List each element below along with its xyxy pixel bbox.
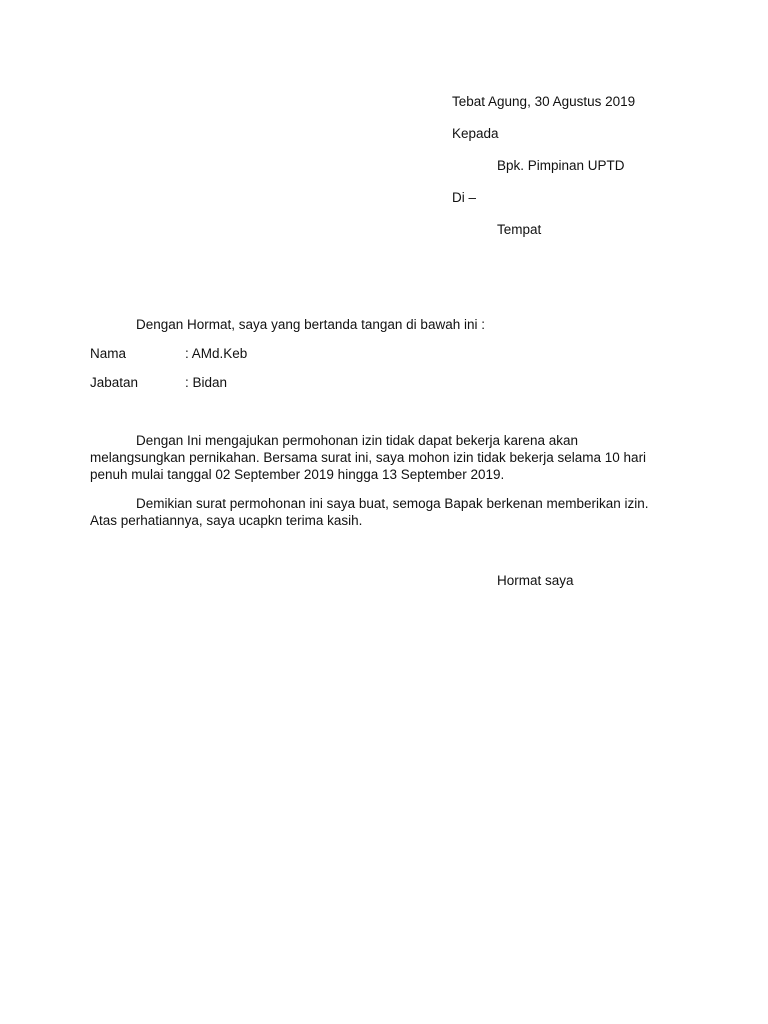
recipient: Bpk. Pimpinan UPTD: [497, 158, 625, 173]
place: Tempat: [497, 222, 542, 237]
to-label: Kepada: [452, 126, 499, 141]
place-date: Tebat Agung, 30 Agustus 2019: [452, 94, 636, 109]
greeting: Dengan Hormat, saya yang bertanda tangan di bawah ini :: [136, 317, 485, 332]
field-label-jabatan: Jabatan: [90, 375, 139, 390]
field-value-nama: : AMd.Keb: [185, 346, 248, 361]
field-value-jabatan: : Bidan: [185, 375, 228, 390]
body-paragraph-2: Demikian surat permohonan ini saya buat, semoga Bapak berkenan memberikan izin. Atas perhatiannya, saya ucapkn terima kasih.: [90, 496, 649, 528]
body-paragraph-1: Dengan Ini mengajukan permohonan izin tidak dapat bekerja karena akan melangsungkan pernikahan. Bersama surat ini, saya mohon izin tidak bekerja selama 10 hari penuh mulai tanggal 02 September 2019 hingga 13 September 2019.: [90, 433, 647, 482]
closing: Hormat saya: [497, 573, 574, 588]
at-label: Di –: [452, 190, 477, 205]
field-label-nama: Nama: [90, 346, 127, 361]
